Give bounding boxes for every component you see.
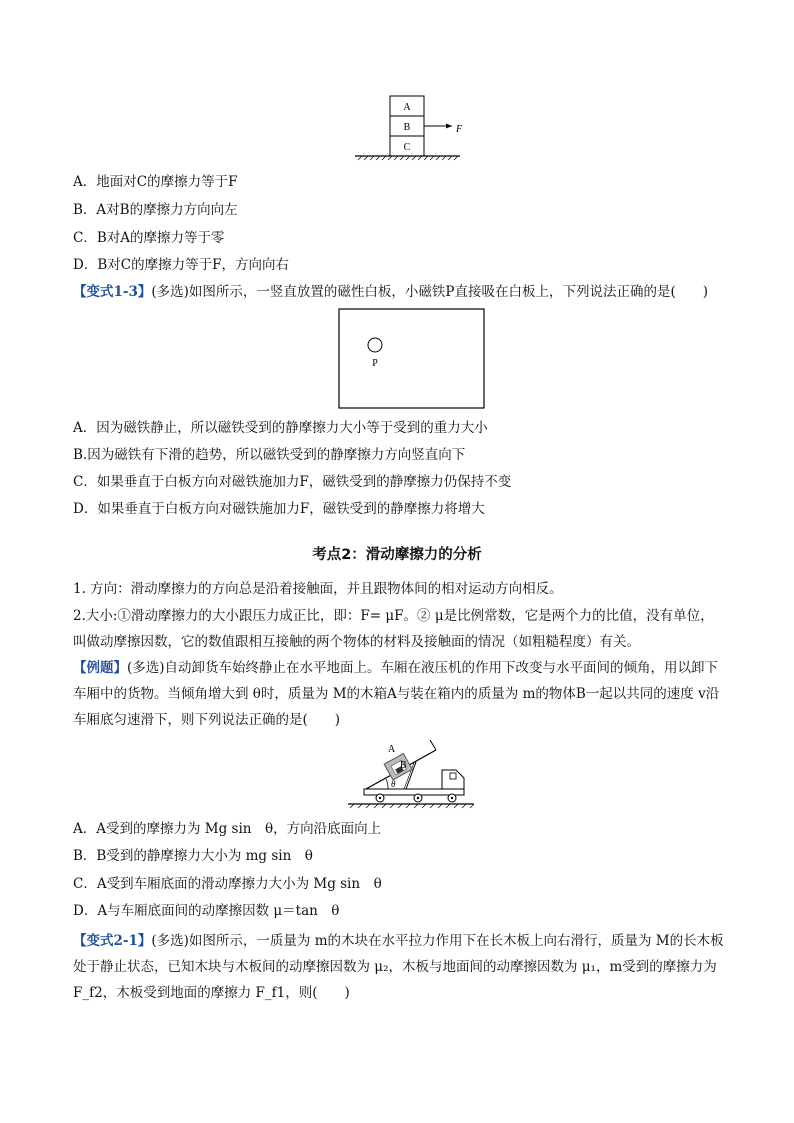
variant-1-3-question [73, 282, 708, 302]
point-magnitude: 2.大小:①滑动摩擦力的大小跟压力成正比，即：F= μF。② μ是比例常数，它是两个力的比值，没有单位，叫做动摩擦因数，它的数值跟相互接触的两个物体的材料及接触面的情况（如粗糙程度）有关。 [73, 608, 714, 650]
variant-1-3-option-b: B.因为磁铁有下滑的趋势，所以磁铁受到的静摩擦力方向竖直向下 [73, 447, 466, 463]
section-title: 考点2：滑动摩擦力的分析 [312, 547, 482, 563]
variant-1-3-option-d: D．如果垂直于白板方向对磁铁施加力F，磁铁受到的静摩擦力将增大 [73, 501, 485, 517]
variant-2-1-tag: 【变式2-1】 [73, 933, 152, 949]
variant-2-1-question [73, 928, 725, 1006]
variant-1-3-text: (多选)如图所示，一竖直放置的磁性白板，小磁铁P直接吸在白板上，下列说法正确的是( ) [151, 284, 709, 300]
example-option-b: B．B受到的静摩擦力大小为 mg sin θ [73, 848, 313, 864]
block-a-label: A [403, 102, 411, 113]
example-question [73, 655, 725, 733]
dump-truck-figure [344, 738, 479, 810]
example-option-c: C．A受到车厢底面的滑动摩擦力大小为 Mg sin θ [73, 876, 382, 892]
object-b-label: B [400, 760, 407, 771]
example-text: (多选)自动卸货车始终静止在水平地面上。车厢在液压机的作用下改变与水平面间的倾角，用以卸下车厢中的货物。当倾角增大到 θ时，质量为 M的木箱A与装在箱内的质量为 m的物体B一起以共同的速度 v沿车厢底匀速滑下，则下列说法正确的是( ) [73, 660, 720, 728]
variant-1-3-option-a: A．因为磁铁静止，所以磁铁受到的静摩擦力大小等于受到的重力大小 [73, 420, 488, 436]
angle-label: θ [391, 779, 396, 789]
magnet-label: P [372, 358, 378, 369]
magnet-p [368, 338, 382, 352]
whiteboard-figure [338, 308, 486, 410]
variant-1-3-tag: 【变式1-3】 [73, 284, 152, 300]
example-option-d: D．A与车厢底面间的动摩擦因数 μ＝tan θ [73, 903, 340, 919]
variant-2-1-text: (多选)如图所示，一质量为 m的木块在水平拉力作用下在长木板上向右滑行，质量为 M的长木板处于静止状态，已知木块与木板间的动摩擦因数为 μ₂，木板与地面间的动摩擦因数为 μ₁，m受到的摩擦力为 F_f2，木板受到地面的摩擦力 F_f1，则( ) [73, 933, 724, 1001]
example-option-a: A．A受到的摩擦力为 Mg sin θ，方向沿底面向上 [73, 821, 382, 837]
example-tag: 【例题】 [73, 660, 127, 676]
q1-option-b: B．A对B的摩擦力方向向左 [73, 202, 238, 218]
q1-option-c: C．B对A的摩擦力等于零 [73, 230, 225, 246]
q1-option-d: D．B对C的摩擦力等于F，方向向右 [73, 257, 289, 273]
block-b-label: B [403, 122, 411, 133]
variant-1-3-option-c: C．如果垂直于白板方向对磁铁施加力F，磁铁受到的静摩擦力仍保持不变 [73, 474, 512, 490]
block-c-label: C [403, 142, 411, 153]
point-direction: 1. 方向：滑动摩擦力的方向总是沿着接触面，并且跟物体间的相对运动方向相反。 [73, 581, 563, 597]
force-label: F [456, 124, 463, 135]
q1-option-a: A．地面对C的摩擦力等于F [73, 174, 238, 190]
box-a-label: A [388, 744, 396, 755]
stacked-blocks-figure [350, 94, 470, 162]
